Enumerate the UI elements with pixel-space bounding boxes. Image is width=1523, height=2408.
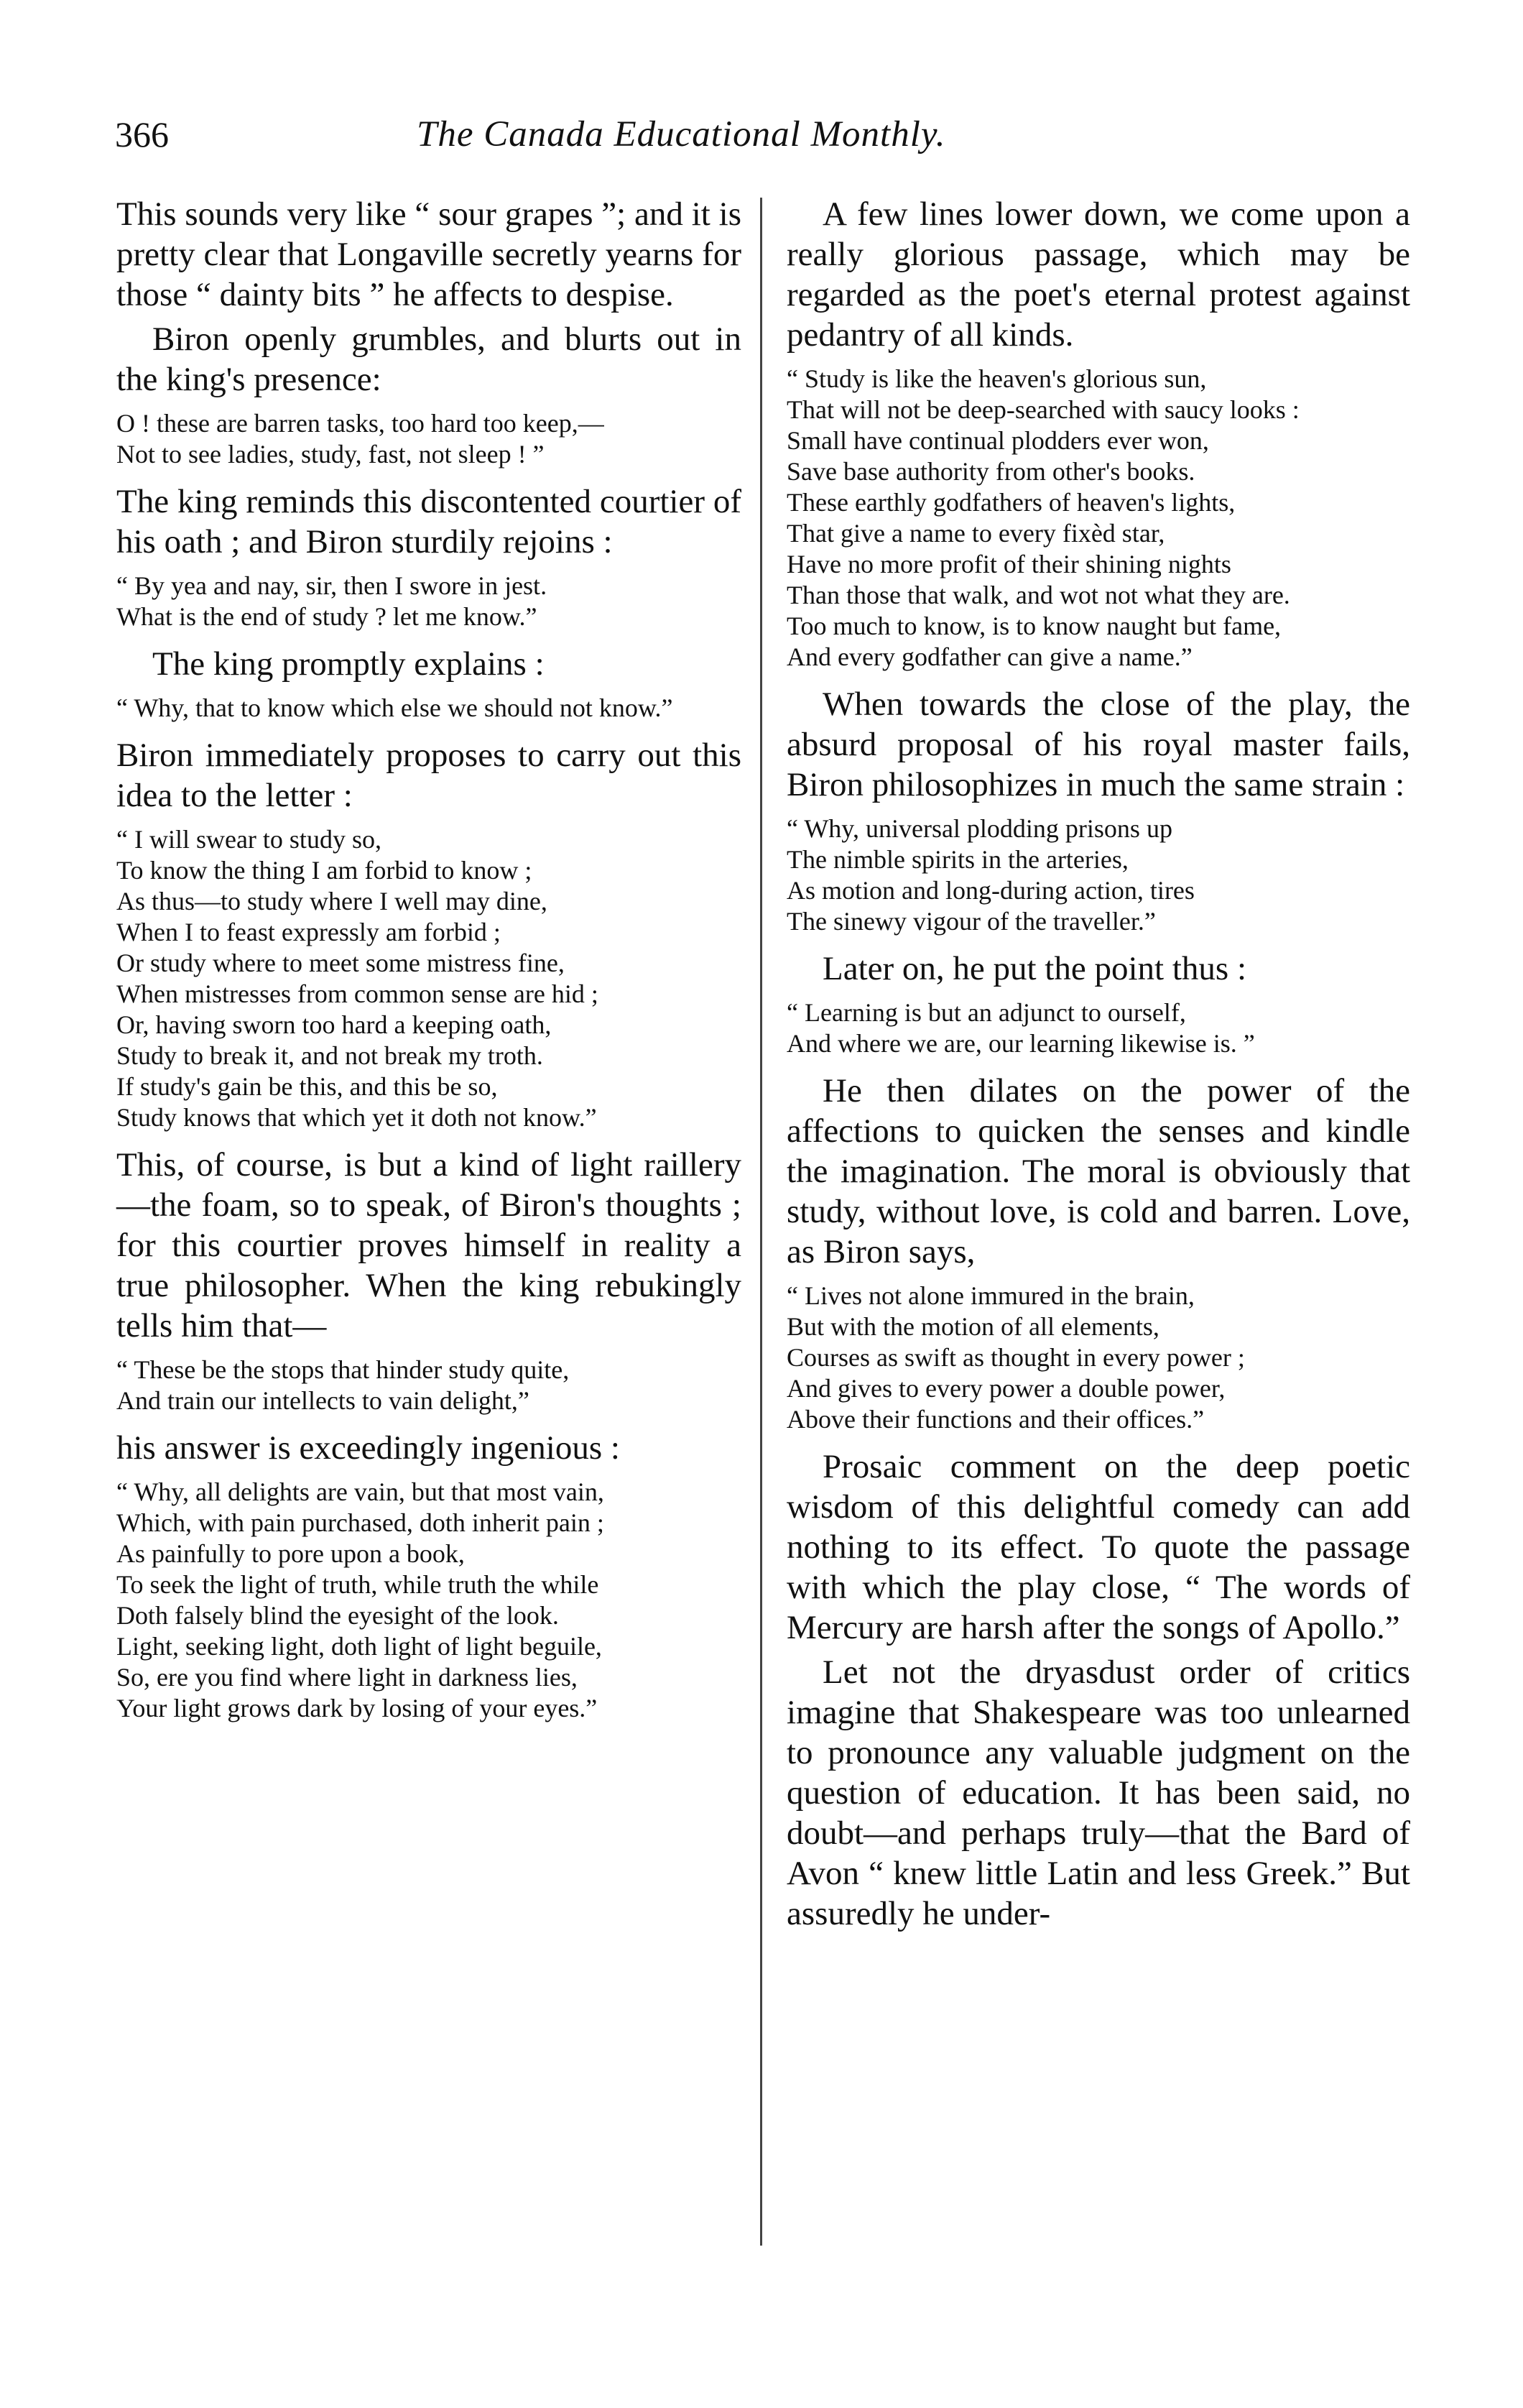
right-column	[787, 194, 1410, 1938]
left-column	[116, 194, 741, 1735]
verse-quote	[787, 813, 1410, 937]
verse-line: What is the end of study ? let me know.”	[116, 602, 537, 631]
paragraph: Let not the dryasdust order of critics imagine that Shakespeare was too unlearned to pronounce any valuable judgment on the question of education. It has been said, no doubt—and perhaps truly—that the Bard of Avon “ knew little Latin and less Greek.” But assuredly he under-	[787, 1653, 1410, 1932]
verse-line: Not to see ladies, study, fast, not sleep ! ”	[116, 440, 545, 469]
verse-line: “ These be the stops that hinder study quite,	[116, 1355, 570, 1384]
verse-line: “ Learning is but an adjunct to ourself,	[787, 998, 1186, 1027]
verse-line: “ Why, universal plodding prisons up	[787, 814, 1172, 843]
verse-line: The sinewy vigour of the traveller.”	[787, 907, 1156, 936]
paragraph: The king reminds this discontented courtier of his oath ; and Biron sturdily rejoins :	[116, 483, 741, 561]
verse-line: “ Study is like the heaven's glorious sun,	[787, 364, 1207, 393]
verse-quote	[116, 693, 741, 724]
verse-line: “ Why, all delights are vain, but that most vain,	[116, 1477, 604, 1506]
verse-line: But with the motion of all elements,	[787, 1312, 1159, 1341]
verse-line: As motion and long-during action, tires	[787, 876, 1195, 905]
verse-line: To know the thing I am forbid to know ;	[116, 856, 532, 885]
verse-quote	[116, 1355, 741, 1416]
verse-line: If study's gain be this, and this be so,	[116, 1072, 498, 1101]
verse-line: As thus—to study where I well may dine,	[116, 887, 547, 915]
verse-line: “ By yea and nay, sir, then I swore in jest.	[116, 571, 547, 600]
verse-line: Light, seeking light, doth light of light beguile,	[116, 1632, 602, 1661]
paragraph: A few lines lower down, we come upon a really glorious passage, which may be regarded as the poet's eternal protest against pedantry of all kinds.	[787, 195, 1410, 354]
verse-line: Doth falsely blind the eyesight of the look.	[116, 1601, 559, 1630]
verse-line: Small have continual plodders ever won,	[787, 426, 1209, 455]
verse-line: Your light grows dark by losing of your eyes.”	[116, 1694, 598, 1722]
verse-line: Which, with pain purchased, doth inherit pain ;	[116, 1508, 604, 1537]
verse-line: Too much to know, is to know naught but fame,	[787, 612, 1282, 640]
verse-line: So, ere you find where light in darkness lies,	[116, 1663, 578, 1692]
verse-quote	[787, 364, 1410, 673]
verse-line: Or study where to meet some mistress fine,	[116, 949, 565, 977]
verse-quote	[116, 824, 741, 1133]
verse-line: When mistresses from common sense are hid ;	[116, 979, 598, 1008]
paragraph: Biron openly grumbles, and blurts out in the king's presence:	[116, 320, 741, 398]
column-divider	[760, 198, 762, 2246]
verse-line: Above their functions and their offices.”	[787, 1405, 1205, 1434]
verse-line: Have no more profit of their shining nights	[787, 550, 1231, 578]
verse-line: O ! these are barren tasks, too hard too keep,—	[116, 409, 604, 438]
journal-title: The Canada Educational Monthly.	[417, 114, 946, 154]
verse-line: “ I will swear to study so,	[116, 825, 381, 854]
paragraph: When towards the close of the play, the absurd proposal of his royal master fails, Biron philosophizes in much the same strain :	[787, 686, 1410, 803]
paragraph: Later on, he put the point thus :	[823, 950, 1247, 987]
verse-line: And train our intellects to vain delight,”	[116, 1386, 529, 1415]
verse-line: The nimble spirits in the arteries,	[787, 845, 1129, 874]
verse-line: That will not be deep-searched with saucy looks :	[787, 395, 1300, 424]
verse-line: Courses as swift as thought in every power ;	[787, 1343, 1245, 1372]
verse-line: To seek the light of truth, while truth the while	[116, 1570, 599, 1599]
verse-line: And where we are, our learning likewise is. ”	[787, 1029, 1255, 1058]
verse-line: Study to break it, and not break my troth.	[116, 1041, 543, 1070]
verse-line: Study knows that which yet it doth not know.”	[116, 1103, 597, 1132]
verse-quote	[787, 997, 1410, 1059]
paragraph: The king promptly explains :	[152, 645, 545, 683]
verse-quote	[116, 1477, 741, 1724]
verse-line: Than those that walk, and wot not what they are.	[787, 581, 1290, 609]
verse-line: These earthly godfathers of heaven's lights,	[787, 488, 1236, 517]
verse-line: As painfully to pore upon a book,	[116, 1539, 465, 1568]
verse-line: And gives to every power a double power,	[787, 1374, 1226, 1403]
verse-quote	[116, 571, 741, 632]
verse-line: When I to feast expressly am forbid ;	[116, 918, 501, 946]
paragraph: This sounds very like “ sour grapes ”; and it is pretty clear that Longaville secretly yearns for those “ dainty bits ” he affects to despise.	[116, 195, 741, 313]
verse-line: And every godfather can give a name.”	[787, 642, 1193, 671]
paragraph: Biron immediately proposes to carry out this idea to the letter :	[116, 737, 741, 814]
running-header	[115, 114, 1408, 178]
paragraph: Prosaic comment on the deep poetic wisdom of this delightful comedy can add nothing to its effect. To quote the passage with which the play close, “ The words of Mercury are harsh after the songs of Apollo.”	[787, 1448, 1410, 1646]
verse-quote	[787, 1281, 1410, 1435]
paragraph: He then dilates on the power of the affections to quicken the senses and kindle the imagination. The moral is obviously that study, without love, is cold and barren. Love, as Biron says,	[787, 1072, 1410, 1270]
paragraph: This, of course, is but a kind of light raillery—the foam, so to speak, of Biron's thoughts ; for this courtier proves himself in reality a true philosopher. When the king rebukingly tells him that—	[116, 1146, 741, 1344]
verse-line: That give a name to every fixèd star,	[787, 519, 1165, 548]
verse-line: Save base authority from other's books.	[787, 457, 1195, 486]
verse-line: Or, having sworn too hard a keeping oath,	[116, 1010, 552, 1039]
page-number: 366	[115, 114, 169, 154]
verse-line: “ Why, that to know which else we should not know.”	[116, 693, 673, 722]
verse-line: “ Lives not alone immured in the brain,	[787, 1281, 1195, 1310]
paragraph: his answer is exceedingly ingenious :	[116, 1429, 620, 1467]
verse-quote	[116, 408, 741, 470]
